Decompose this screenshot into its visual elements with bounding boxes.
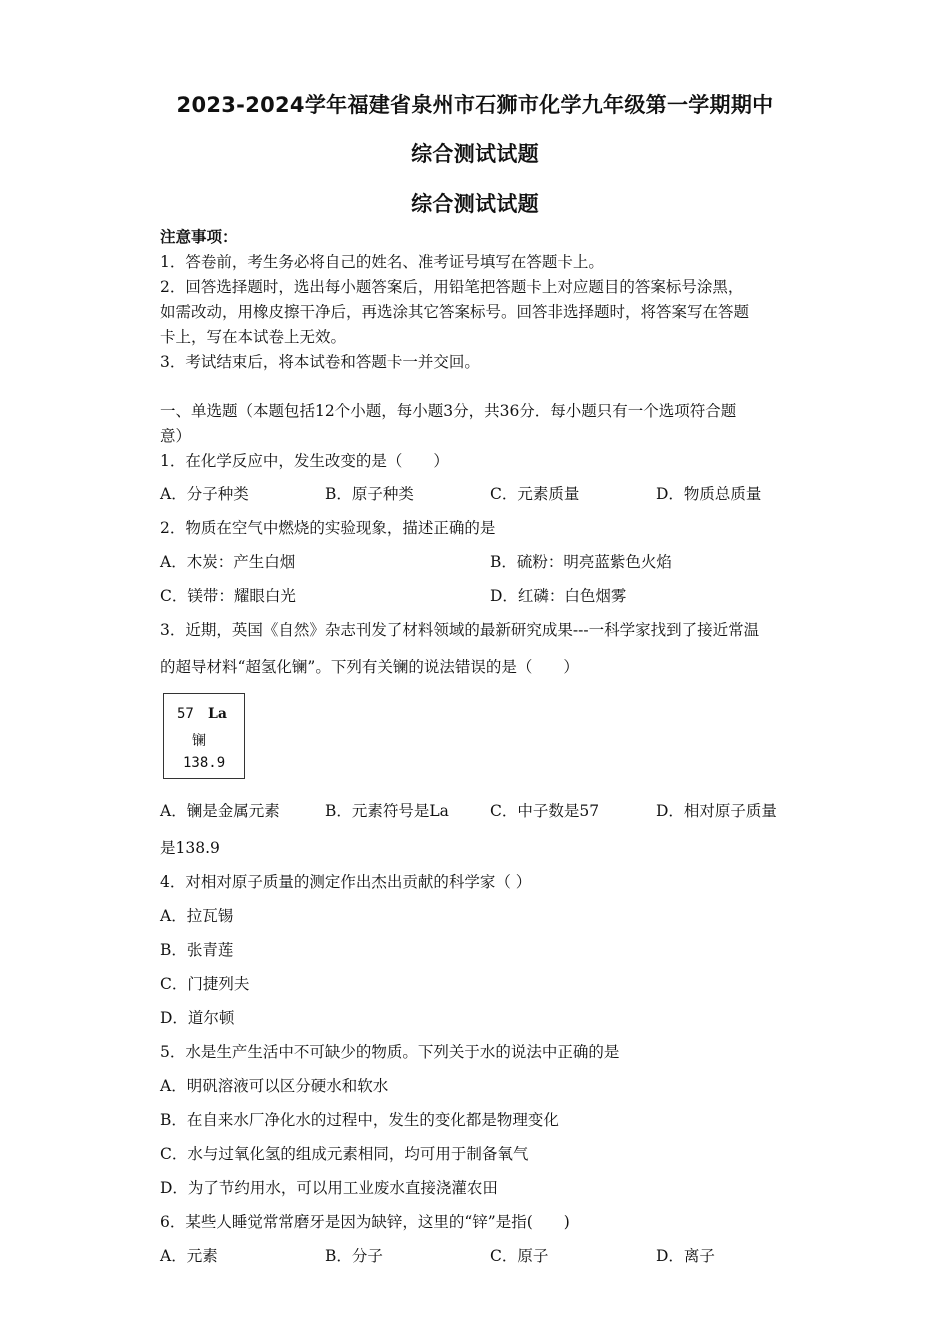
q5-option-c: C．水与过氧化氢的组成元素相同，均可用于制备氧气 [160,1145,529,1163]
page-title-line1: 2023-2024学年福建省泉州市石狮市化学九年级第一学期期中 [176,93,774,117]
section-heading: 一、单选题（本题包括12个小题，每小题3分，共36分．每小题只有一个选项符合题 [160,402,737,420]
q1-option-d: D．物质总质量 [656,485,762,503]
q5-option-b: B．在自来水厂净化水的过程中，发生的变化都是物理变化 [160,1111,559,1129]
q5-option-d: D．为了节约用水，可以用工业废水直接浇灌农田 [160,1179,498,1197]
q6-option-a: A．元素 [160,1247,218,1265]
element-atomic-number: 57 [177,706,194,722]
notes-heading: 注意事项： [160,227,238,246]
q3-option-c: C．中子数是57 [490,802,600,820]
q1-option-a: A．分子种类 [160,485,249,503]
q2-option-d: D．红磷：白色烟雾 [490,587,627,605]
element-symbol: La [208,706,227,722]
notes-item-3: 3．考试结束后，将本试卷和答题卡一并交回。 [160,353,480,371]
q6-option-d: D．离子 [656,1247,715,1265]
q2-option-b: B．硫粉：明亮蓝紫色火焰 [490,553,672,571]
section-heading-cont: 意） [160,427,192,445]
q4-option-d: D．道尔顿 [160,1009,235,1027]
element-atomic-mass: 138.9 [183,755,226,771]
q4-option-a: A．拉瓦锡 [160,907,234,925]
q1-option-c: C．元素质量 [490,485,580,503]
page-title-line2: 综合测试试题 [411,142,539,166]
q6-option-b: B．分子 [325,1247,383,1265]
page-title-line3: 综合测试试题 [411,192,539,216]
notes-item-2: 2．回答选择题时，选出每小题答案后，用铅笔把答题卡上对应题目的答案标号涂黑， [160,278,744,296]
q1-option-b: B．原子种类 [325,485,414,503]
question-5-stem: 5．水是生产生活中不可缺少的物质。下列关于水的说法中正确的是 [160,1043,620,1061]
notes-item-2-cont: 如需改动，用橡皮擦干净后，再选涂其它答案标号。回答非选择题时，将答案写在答题 [160,303,750,321]
element-card-lanthanum [163,693,245,779]
q3-option-d-cont: 是138.9 [160,839,220,857]
q3-option-b: B．元素符号是La [325,802,449,820]
q2-option-c: C．镁带：耀眼白光 [160,587,296,605]
question-3-stem-cont: 的超导材料“超氢化镧”。下列有关镧的说法错误的是（ ） [160,658,579,676]
q2-option-a: A．木炭：产生白烟 [160,553,296,571]
question-2-stem: 2．物质在空气中燃烧的实验现象，描述正确的是 [160,519,496,537]
q4-option-b: B．张青莲 [160,941,234,959]
question-4-stem: 4．对相对原子质量的测定作出杰出贡献的科学家（ ） [160,873,532,891]
q5-option-a: A．明矾溶液可以区分硬水和软水 [160,1077,389,1095]
q4-option-c: C．门捷列夫 [160,975,250,993]
q6-option-c: C．原子 [490,1247,549,1265]
notes-item-2-cont2: 卡上，写在本试卷上无效。 [160,328,347,346]
question-3-stem: 3．近期，英国《自然》杂志刊发了材料领域的最新研究成果---一科学家找到了接近常温 [160,621,760,639]
q3-option-d: D．相对原子质量 [656,802,777,820]
question-6-stem: 6．某些人睡觉常常磨牙是因为缺锌，这里的“锌”是指( ) [160,1213,570,1231]
question-1-stem: 1．在化学反应中，发生改变的是（ ） [160,452,449,470]
notes-item-1: 1．答卷前，考生务必将自己的姓名、准考证号填写在答题卡上。 [160,253,604,271]
q3-option-a: A．镧是金属元素 [160,802,280,820]
element-name: 镧 [192,733,206,749]
